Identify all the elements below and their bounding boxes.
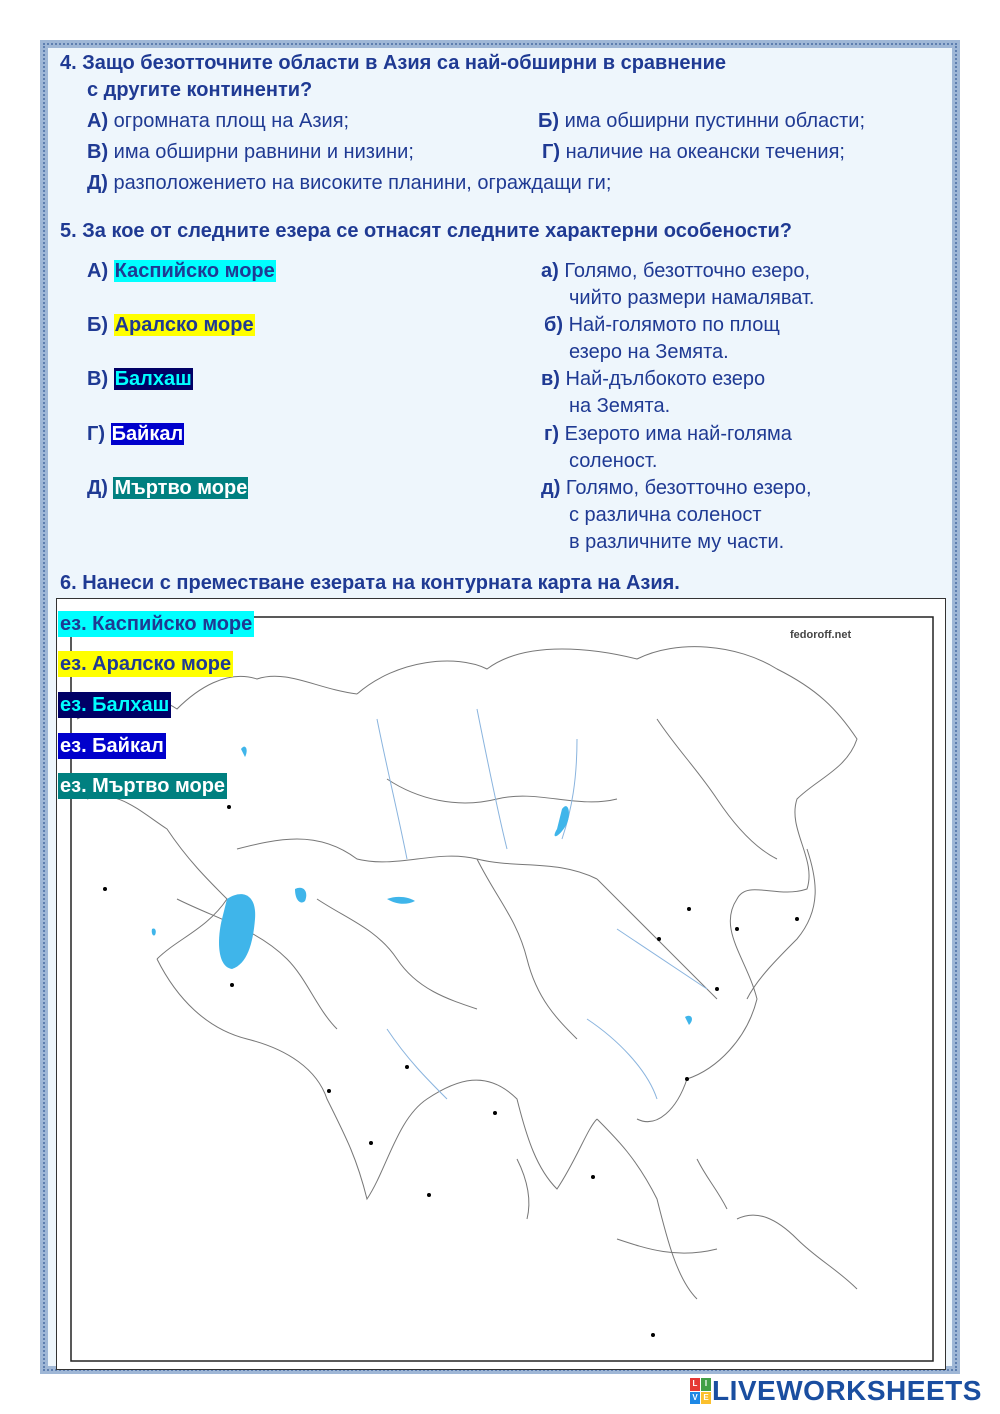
drag-chip-baikal[interactable]: ез. Байкал — [60, 735, 164, 757]
q5-feature-a-line2: чийто размери намаляват. — [569, 287, 815, 309]
q5-feature-d-line3: в различните му части. — [569, 531, 785, 553]
q4-option-b[interactable]: Б) има обширни пустинни области; — [538, 110, 866, 132]
lake-dead-sea-tag: Мъртво море — [114, 477, 248, 499]
q5-feature-d: д) Голямо, безотточно езеро, — [541, 477, 812, 499]
liveworksheets-brand[interactable]: LIVEWORKSHEETS — [712, 1375, 982, 1406]
q5-feature-b: б) Най-голямото по площ — [544, 314, 780, 336]
q4-option-v[interactable]: В) има обширни равнини и низини; — [87, 141, 414, 163]
q5-title: 5. За кое от следните езера се отнасят следните характерни особености? — [60, 220, 793, 242]
q5-feature-v-line2: на Земята. — [569, 395, 671, 417]
lake-baikal-tag: Байкал — [111, 423, 184, 445]
lake-aral-tag: Аралско море — [114, 314, 254, 336]
q5-feature-g: г) Езерото има най-голяма — [544, 423, 792, 445]
q4-option-g[interactable]: Г) наличие на океански течения; — [542, 141, 845, 163]
asia-outline-map[interactable] — [56, 598, 946, 1370]
q5-feature-a: а) Голямо, безотточно езеро, — [541, 260, 811, 282]
liveworksheets-logo-icon: L I V E — [690, 1378, 710, 1404]
q5-feature-g-line2: соленост. — [569, 450, 658, 472]
map-watermark: fedoroff.net — [790, 629, 852, 641]
q5-feature-v: в) Най-дълбокото езеро — [541, 368, 766, 390]
q5-lake-d: Д) Мъртво море — [87, 477, 248, 499]
drag-chip-balkhash[interactable]: ез. Балхаш — [60, 694, 170, 716]
q6-title: 6. Нанеси с преместване езерата на контурната карта на Азия. — [60, 572, 680, 594]
q5-lake-g: Г) Байкал — [87, 423, 184, 445]
q4-option-a[interactable]: А) огромната площ на Азия; — [87, 110, 350, 132]
q5-feature-b-line2: езеро на Земята. — [569, 341, 729, 363]
q5-lake-a: А) Каспийско море — [87, 260, 275, 282]
lake-caspian-tag: Каспийско море — [114, 260, 275, 282]
drag-chip-caspian[interactable]: ез. Каспийско море — [60, 613, 253, 635]
lake-balkhash-tag: Балхаш — [114, 368, 192, 390]
q5-feature-d-line2: с различна соленост — [569, 504, 762, 526]
q4-title-line2: с другите континенти? — [87, 79, 313, 101]
q5-lake-v: В) Балхаш — [87, 368, 192, 390]
liveworksheets-footer — [690, 1376, 982, 1406]
asia-map-svg — [57, 599, 945, 1369]
q4-option-d[interactable]: Д) разположението на високите планини, ограждащи ги; — [87, 172, 612, 194]
drag-chip-aral[interactable]: ез. Аралско море — [60, 653, 232, 675]
drag-chip-dead-sea[interactable]: ез. Мъртво море — [60, 775, 226, 797]
q4-title-line1: 4. Защо безотточните области в Азия са най-обширни в сравнение — [60, 52, 727, 74]
q5-lake-b: Б) Аралско море — [87, 314, 254, 336]
